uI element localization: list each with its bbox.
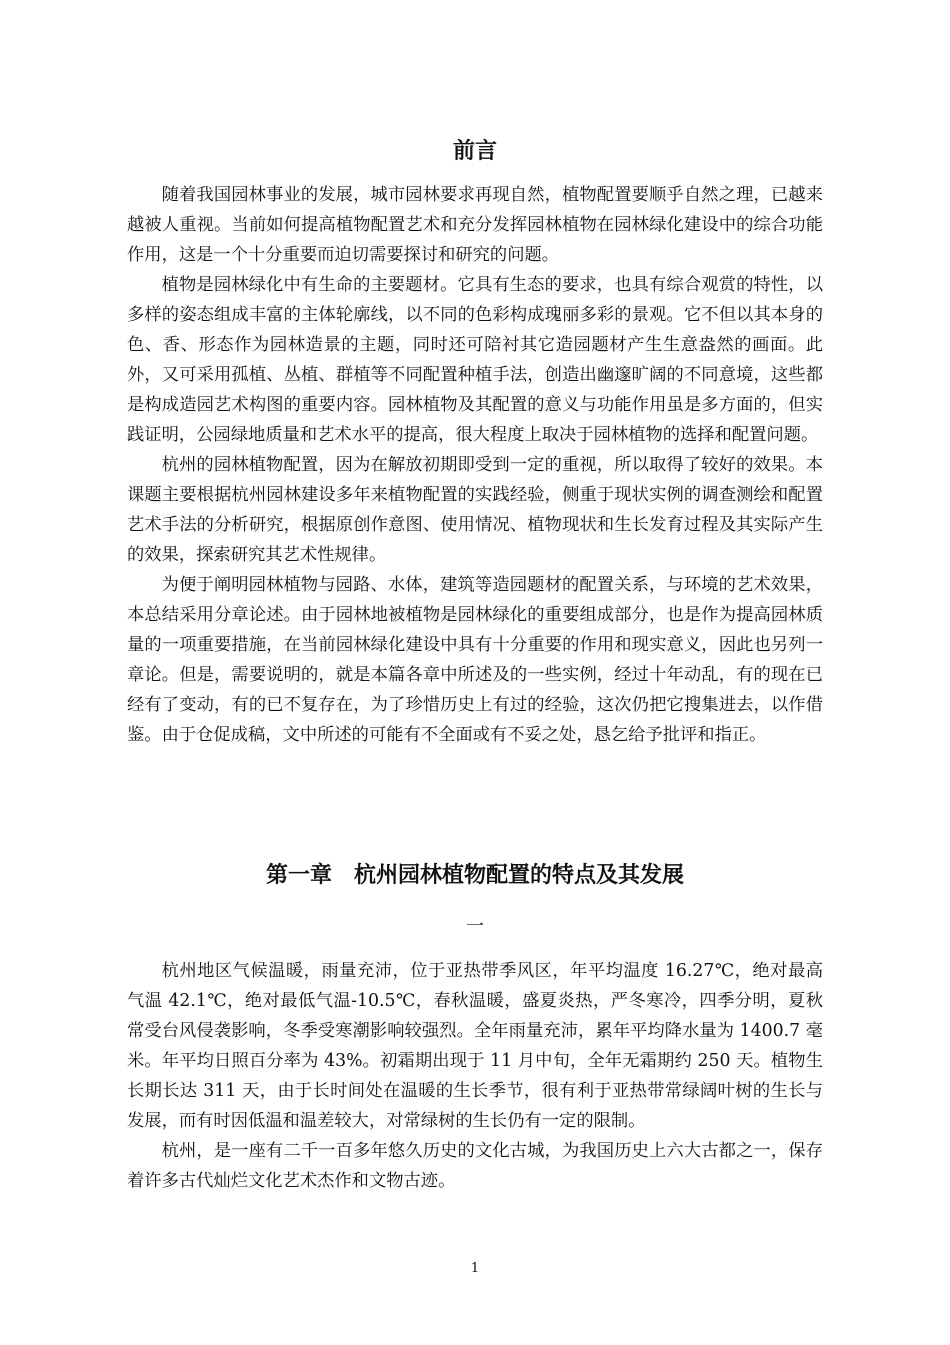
chapter-body <box>127 956 823 1196</box>
preface-paragraph-1: 随着我国园林事业的发展，城市园林要求再现自然，植物配置要顺乎自然之理，已越来越被人重视。当前如何提高植物配置艺术和充分发挥园林植物在园林绿化建设中的综合功能作用，这是一个十分重要而迫切需要探讨和研究的问题。 <box>127 185 823 265</box>
preface-paragraph-3: 杭州的园林植物配置，因为在解放初期即受到一定的重视，所以取得了较好的效果。本课题主要根据杭州园林建设多年来植物配置的实践经验，侧重于现状实例的调查测绘和配置艺术手法的分析研究，根据原创作意图、使用情况、植物现状和生长发育过程及其实际产生的效果，探索研究其艺术性规律。 <box>127 455 823 565</box>
preface-body <box>127 180 823 750</box>
chapter-paragraph-1: 杭州地区气候温暖，雨量充沛，位于亚热带季风区，年平均温度 16.27℃，绝对最高气温 42.1℃，绝对最低气温-10.5℃，春秋温暖，盛夏炎热，严冬寒冷，四季分明，夏秋常受台风侵袭影响，冬季受寒潮影响较强烈。全年雨量充沛，累年平均降水量为 1400.7 毫米。年平均日照百分率为 43%。初霜期出现于 11 月中旬，全年无霜期约 250 天。植物生长期长达 311 天，由于长时间处在温暖的生长季节，很有利于亚热带常绿阔叶树的生长与发展，而有时因低温和温差较大，对常绿树的生长仍有一定的限制。 <box>127 961 823 1131</box>
page-number: 1 <box>470 1261 480 1276</box>
preface-paragraph-4: 为便于阐明园林植物与园路、水体，建筑等造园题材的配置关系，与环境的艺术效果，本总结采用分章论述。由于园林地被植物是园林绿化的重要组成部分，也是作为提高园林质量的一项重要措施，在当前园林绿化建设中具有十分重要的作用和现实意义，因此也另列一章论。但是，需要说明的，就是本篇各章中所述及的一些实例，经过十年动乱，有的现在已经有了变动，有的已不复存在，为了珍惜历史上有过的经验，这次仍把它搜集进去，以作借鉴。由于仓促成稿，文中所述的可能有不全面或有不妥之处，恳乞给予批评和指正。 <box>127 575 823 745</box>
document-page <box>127 0 823 1345</box>
preface-paragraph-2: 植物是园林绿化中有生命的主要题材。它具有生态的要求，也具有综合观赏的特性，以多样的姿态组成丰富的主体轮廓线，以不同的色彩构成瑰丽多彩的景观。它不但以其本身的色、香、形态作为园林造景的主题，同时还可陪衬其它造园题材产生生意盎然的画面。此外，又可采用孤植、丛植、群植等不同配置种植手法，创造出幽邃旷阔的不同意境，这些都是构成造园艺术构图的重要内容。园林植物及其配置的意义与功能作用虽是多方面的，但实践证明，公园绿地质量和艺术水平的提高，很大程度上取决于园林植物的选择和配置问题。 <box>127 275 823 445</box>
preface-title: 前言 <box>452 139 497 164</box>
chapter-title: 第一章 杭州园林植物配置的特点及其发展 <box>265 863 684 888</box>
section-number: 一 <box>466 916 484 937</box>
chapter-paragraph-2: 杭州，是一座有二千一百多年悠久历史的文化古城，为我国历史上六大古都之一，保存着许多古代灿烂文化艺术杰作和文物古迹。 <box>127 1141 823 1191</box>
